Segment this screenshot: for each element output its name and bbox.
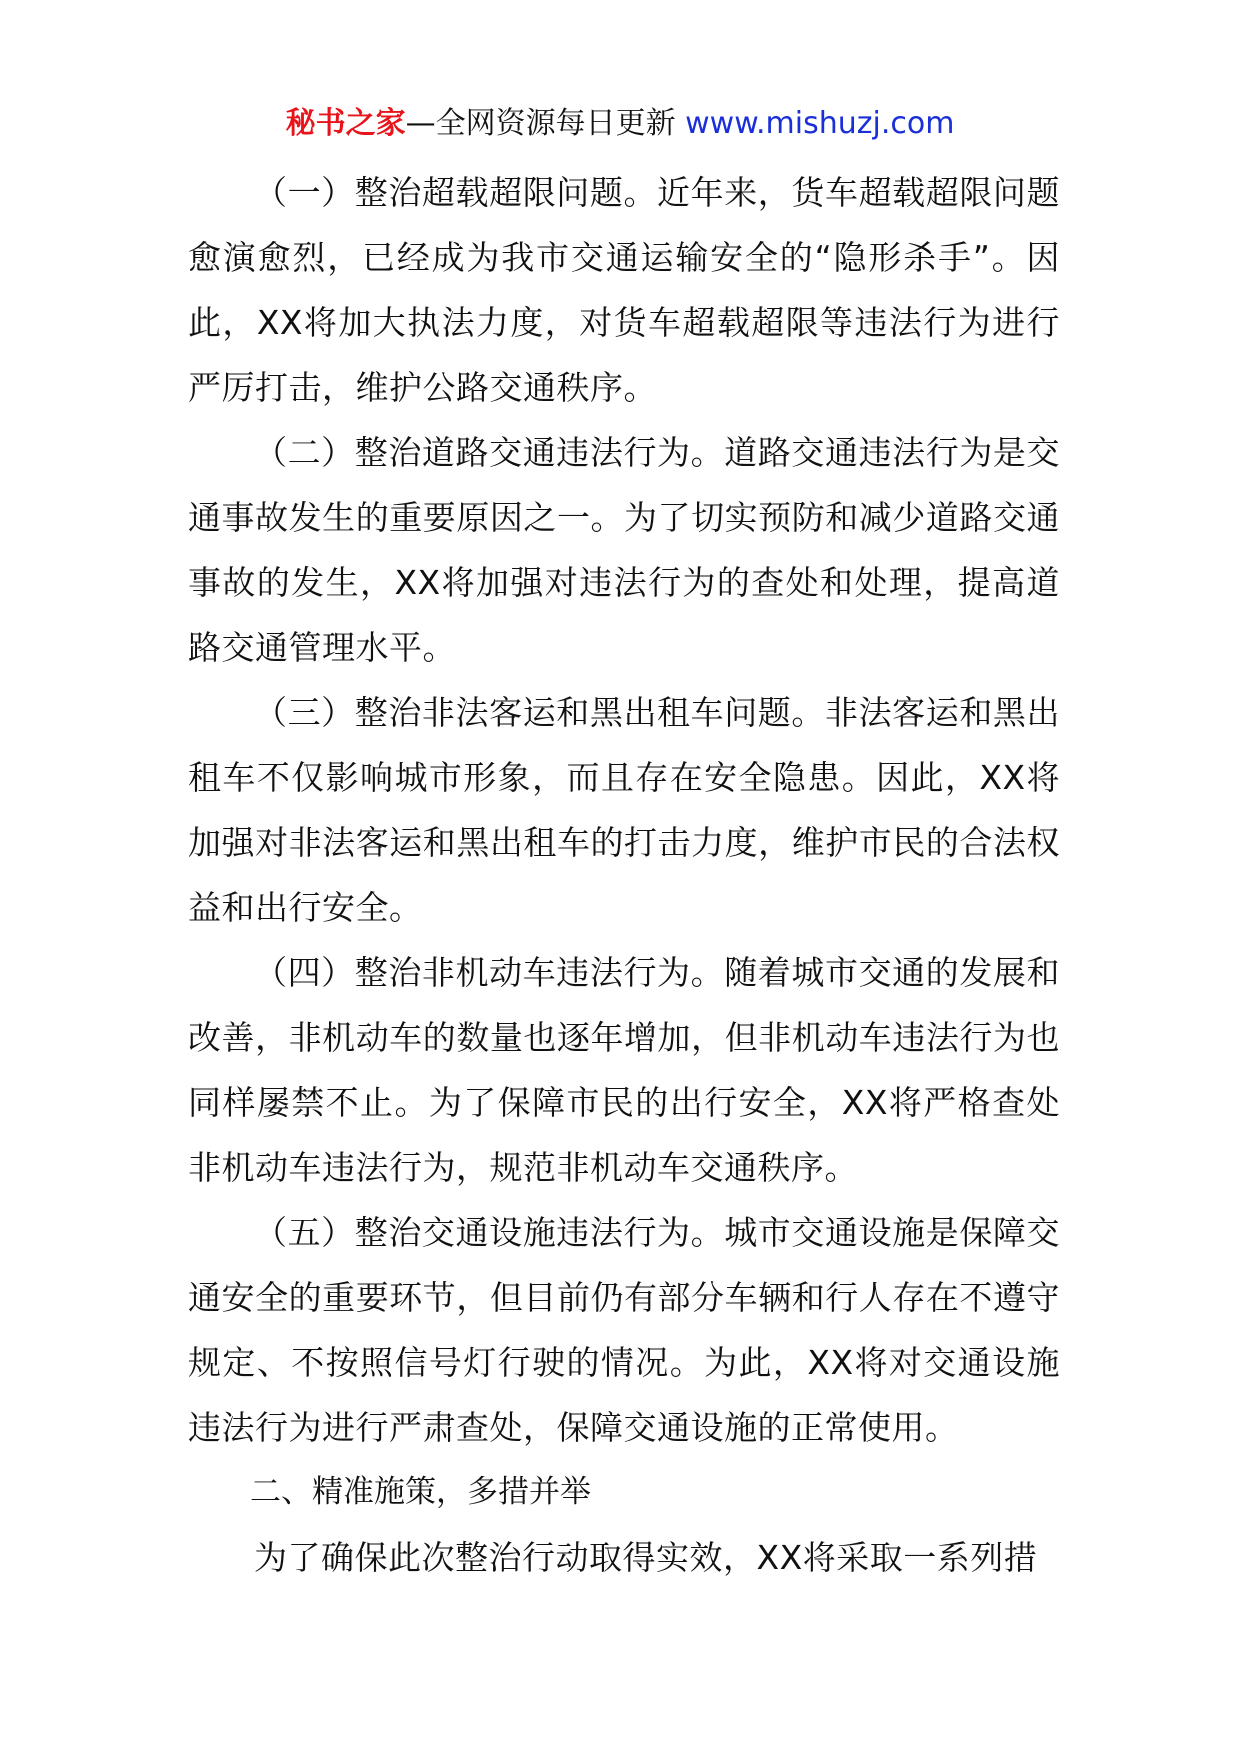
section-heading: 二、精准施策，多措并举 [250, 1474, 591, 1510]
paragraph-6: 为了确保此次整治行动取得实效，XX将采取一系列措 [254, 1538, 1038, 1577]
paragraph-1: （一）整治超载超限问题。近年来，货车超载超限问题愈演愈烈，已经成为我市交通运输安全的“隐形杀手”。因此，XX将加大执法力度，对货车超载超限等违法行为进行严厉打击，维护公路交通秩序。 [188, 173, 1060, 407]
site-tagline: —全网资源每日更新 [405, 106, 686, 141]
site-brand: 秘书之家 [285, 106, 406, 141]
site-header [0, 100, 1240, 148]
paragraph-3: （三）整治非法客运和黑出租车问题。非法客运和黑出租车不仅影响城市形象，而且存在安全隐患。因此，XX将加强对非法客运和黑出租车的打击力度，维护市民的合法权益和出行安全。 [188, 693, 1060, 927]
paragraph-5: （五）整治交通设施违法行为。城市交通设施是保障交通安全的重要环节，但目前仍有部分车辆和行人存在不遵守规定、不按照信号灯行驶的情况。为此，XX将对交通设施违法行为进行严肃查处，保障交通设施的正常使用。 [188, 1213, 1060, 1447]
paragraph-4: （四）整治非机动车违法行为。随着城市交通的发展和改善，非机动车的数量也逐年增加，但非机动车违法行为也同样屡禁不止。为了保障市民的出行安全，XX将严格查处非机动车违法行为，规范非机动车交通秩序。 [188, 953, 1060, 1187]
document-body [188, 160, 1060, 1590]
paragraph-2: （二）整治道路交通违法行为。道路交通违法行为是交通事故发生的重要原因之一。为了切实预防和减少道路交通事故的发生，XX将加强对违法行为的查处和处理，提高道路交通管理水平。 [188, 433, 1060, 667]
site-url-link[interactable]: www.mishuzj.com [685, 106, 955, 141]
